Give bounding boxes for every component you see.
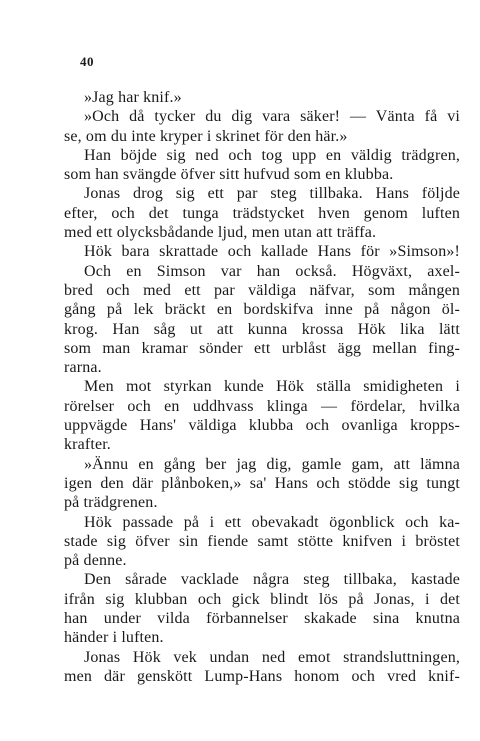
text-line: bred och med ett par väldiga näfvar, som mången — [64, 281, 460, 299]
text-line: Hök bara skrattade och kallade Hans för »Simson»! — [84, 243, 460, 261]
text-line: rörelser och en uddhvass klinga — fördelar, hvilka — [64, 397, 460, 415]
text-line: Jonas Hök vek undan ned emot strandsluttningen, — [84, 648, 460, 666]
text-line: men där genskött Lump-Hans honom och vred knif- — [64, 667, 460, 685]
text-line: krog. Han såg ut att kunna krossa Hök lika lätt — [64, 320, 460, 338]
text-line: Hök passade på i ett obevakadt ögonblick och ka- — [84, 513, 460, 531]
text-line: ifrån sig klubban och gick blindt lös på Jonas, i det — [64, 590, 460, 608]
text-line: se, om du inte kryper i skrinet för den här.» — [64, 127, 348, 145]
text-line: som man kramar sönder ett urblåst ägg mellan fing- — [64, 339, 460, 357]
text-line: på denne. — [64, 552, 127, 570]
text-line: Han böjde sig ned och tog upp en väldig trädgren, — [84, 146, 460, 164]
text-line: med ett olycksbådande ljud, men utan att träffa. — [64, 224, 377, 242]
text-line: på trädgrenen. — [64, 494, 158, 512]
text-line: »Ännu en gång ber jag dig, gamle gam, att lämna — [84, 455, 460, 473]
page-number: 40 — [80, 54, 94, 69]
text-line: gång på lek bräckt en bordskifva inne på någon öl- — [64, 301, 460, 319]
text-line: Jonas drog sig ett par steg tillbaka. Hans följde — [84, 185, 460, 203]
text-line: »Och då tycker du dig vara säker! — Vänta få vi — [84, 108, 460, 126]
text-line: »Jag har knif.» — [84, 89, 182, 106]
text-line: händer i luften. — [64, 629, 164, 647]
text-line: uppvägde Hans' väldiga klubba och ovanliga kropps- — [64, 417, 460, 435]
text-line: stade sig öfver sin fiende samt stötte knifven i bröstet — [64, 532, 460, 550]
text-line: som han svängde öfver sitt hufvud som en klubba. — [64, 166, 394, 184]
text-line: han under vilda förbannelser skakade sina knutna — [64, 610, 460, 628]
text-line: Den sårade vacklade några steg tillbaka, kastade — [84, 571, 460, 589]
text-line: krafter. — [64, 436, 111, 454]
body-text — [64, 88, 460, 686]
text-line: efter, och det tunga trädstycket hven genom luften — [64, 204, 460, 222]
text-line: igen den där plånboken,» sa' Hans och stödde sig tungt — [64, 474, 460, 492]
text-line: rarna. — [64, 359, 102, 377]
text-line: Och en Simson var han också. Högväxt, axel- — [84, 262, 460, 280]
text-line: Men mot styrkan kunde Hök ställa smidigheten i — [84, 378, 460, 396]
